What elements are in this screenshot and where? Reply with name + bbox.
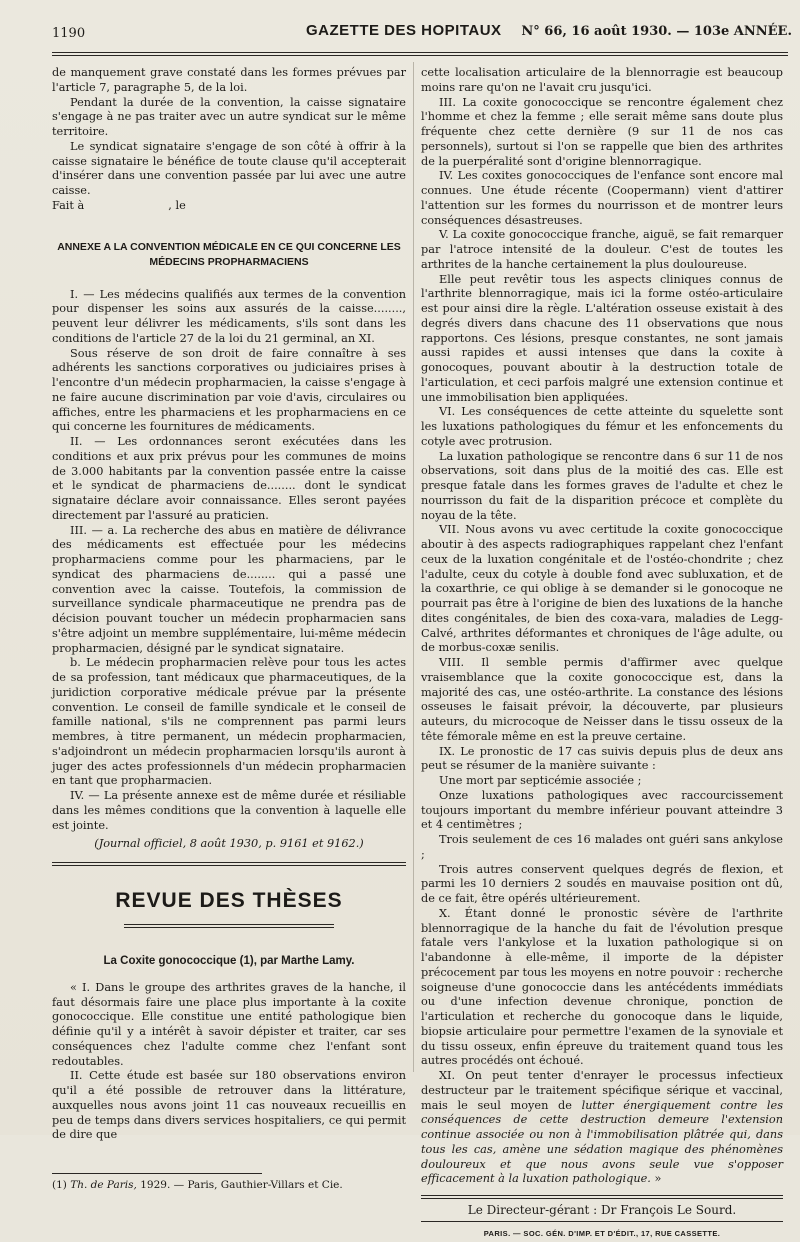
annex-heading: ANNEXE A LA CONVENTION MÉDICALE EN CE QUI CONCERNE LES MÉDECINS PROPHARMACIENS [57,240,401,268]
paragraph: Le syndicat signataire s'engage de son côté à offrir à la caisse signataire le bénéfice de toute clause qu'il accepterait d'insérer dans une convention passée par lui avec une autre caisse. [52,139,406,197]
journal-title: GAZETTE DES HOPITAUX [306,22,502,39]
thesis-paragraph: Une mort par septicémie associée ; [439,774,642,787]
thesis-paragraph: VIII. Il semble permis d'affirmer avec quelque vraisemblance que la coxite gonococcique est, dans la majorité des cas, une ostéo-arthrite. La constance des lésions osseuses le faisait prévoir, la découverte, par plusieurs auteurs, du microcoque de Neisser dans le tissu osseux de la tête fémorale même en est la preuve certaine. [421,656,783,743]
thesis-paragraph: II. Cette étude est basée sur 180 observations environ qu'il a été possible de retrouver dans la littérature, auxquelles nous avons joint 11 cas nouveaux recueillis en peu de temps dans divers services hospitaliers, ce qui permit de dire que [52,1069,406,1142]
thesis-paragraph: IV. Les coxites gonococciques de l'enfance sont encore mal connues. Une étude récente (Coopermann) vient d'attirer l'attention sur les formes du nourrisson et de montrer leurs conséquences désastreuses. [421,169,783,227]
page-header [52,22,792,46]
footnote-reference: Th. de Paris, [70,1179,137,1191]
thesis-paragraph: VII. Nous avons vu avec certitude la coxite gonococcique aboutir à des aspects radiographiques rappelant chez l'enfant ceux de la luxation congénitale et de l'ostéo-chondrite ; chez l'adulte, ceux du cotyle à double fond avec subluxation, et de la coxarthrie, ce qui oblige à se demander si le gonocoque ne pourrait pas être à l'origine de bien des luxations de la hanche dites congénitales, de bien des coxa-vara, maladies de Legg-Calvé, arthrites déformantes et chroniques de l'âge adulte, ou de morbus-coxæ senilis. [421,523,783,655]
thesis-paragraph: La luxation pathologique se rencontre dans 6 sur 11 de nos observations, soit dans plus de la moitié des cas. Elle est presque fatale dans les formes graves de l'adulte et chez le nourrisson du fait de la disparition précoce et complète du noyau de la tête. [421,449,783,522]
thesis-paragraph: X. Étant donné le pronostic sévère de l'arthrite blennorragique de la hanche du fait de l'évolution presque fatale vers l'ankylose et la luxation pathologique si on l'abandonne à elle-même, il importe de la dépister précocement par tous les moyens en notre pouvoir : recherche soigneuse d'une gonococcie dans les antécédents immédiats ou d'une infection devenue chronique, ponction de l'articulation et recherche du gonocoque dans le liquide, biopsie articulaire pour permettre l'examen de la synoviale et du tissu osseux, enfin épreuve du traitement quand tous les autres procédés ont échoué. [421,906,783,1068]
left-column [52,66,406,1193]
thesis-paragraph: cette localisation articulaire de la blennorragie est beaucoup moins rare qu'on ne l'avait cru jusqu'ici. [421,66,783,94]
thesis-text: XI. On peut tenter d'enrayer le processus infectieux destructeur par le traitement spécifique sérique et vaccinal, mais le seul moyen de [421,1069,783,1112]
annex-article: b. Le médecin propharmacien relève pour tous les actes de sa profession, tant médicaux que pharmaceutiques, de la juridiction corporative médicale prévue par la présente convention. Le conseil de famille syndicale et le conseil de famille national, s'ils ne comprennent pas parmi leurs membres, à titre permanent, un médecin propharmacien, s'adjoindront un médecin propharmacien lorsqu'ils auront à juger des actes professionnels d'un médecin propharmacien en tant que propharmacien. [52,656,406,788]
printer-imprint: PARIS. — SOC. GÉN. D'IMP. ET D'ÉDIT., 17, RUE CASSETTE. [483,1228,721,1238]
thesis-paragraph: Elle peut revêtir tous les aspects cliniques connus de l'arthrite blennorragique, mais ici la forme ostéo-articulaire est pour ainsi dire la règle. L'altération osseuse existait à des degrés divers dans chacune des 11 observations que nous rapportons. Ces lésions, presque constantes, ne sont jamais aussi rapides et aussi intenses que dans la coxite à gonocoques, pouvant aboutir à la destruction totale de l'articulation, et ceci parfois malgré une extension continue et une immobilisation bien appliquées. [421,272,783,404]
article-title: La Coxite gonococcique (1), par Marthe Lamy. [103,955,355,967]
header-rule-secondary [52,55,788,56]
annex-article: III. — a. La recherche des abus en matière de délivrance des médicaments est effectuée pour les médecins propharmaciens comme pour les pharmaciens, par le syndicat des pharmaciens de........ qui a passé une convention avec la caisse. Toutefois, la commission de surveillance syndicale pharmaceutique ne prendra pas de décision pouvant toucher un médecin propharmacien sans s'être adjoint un membre supplémentaire, lui-même médecin propharmacien, désigné par le syndicat signataire. [52,523,406,655]
footnote [52,1178,406,1193]
thesis-paragraph: Trois autres conservent quelques degrés de flexion, et parmi les 10 derniers 2 soudés en mauvaise position ont dû, de ce fait, être opérés ultérieurement. [421,862,783,905]
source-citation: (Journal officiel, 8 août 1930, p. 9161 et 9162.) [94,837,364,851]
thesis-italic-text: lutter énergiquement contre les conséquences de cette destruction demeure l'extension continue associée ou non à l'immobilisation plâtrée qui, dans tous les cas, amène une sédation magique des phénomènes douloureux et que nous avons seule vue s'opposer efficacement à la luxation pathologique. [421,1098,784,1186]
director-line: Le Directeur-gérant : Dr François Le Sourd. [467,1203,737,1217]
thesis-paragraph [421,1069,783,1187]
section-rule [52,862,406,866]
footnote-text: 1929. — Paris, Gauthier-Villars et Cie. [140,1179,343,1191]
footnote-rule [52,1173,262,1174]
annex-article: II. — Les ordonnances seront exécutées dans les conditions et aux prix prévus pour les communes de moins de 3.000 habitants par la convention passée entre la caisse et le syndicat de pharmaciens de........ dont le syndicat signataire déclare avoir connaissance. Elles seront payées directement par l'assuré au praticien. [52,435,406,522]
signature-line [52,199,406,214]
thesis-paragraph: V. La coxite gonococcique franche, aiguë, se fait remarquer par l'atroce intensité de la douleur. C'est de toutes les arthrites de la hanche certainement la plus douloureuse. [421,228,783,271]
right-column [421,66,783,1242]
closing-rule [421,1195,783,1199]
page-number: 1190 [52,26,86,41]
paragraph: Pendant la durée de la convention, la caisse signataire s'engage à ne pas traiter avec un autre syndicat sur le même territoire. [52,95,406,138]
thesis-paragraph: IX. Le pronostic de 17 cas suivis depuis plus de deux ans peut se résumer de la manière suivante : [421,744,783,773]
annex-article: Sous réserve de son droit de faire connaître à ses adhérents les sanctions corporatives ou judiciaires prises à l'encontre d'un médecin propharmacien, la caisse s'engage à ne faire aucune discrimination par voie d'avis, circulaires ou affiches, entre les pharmaciens et les propharmaciens en ce qui concerne les fournitures de médicaments. [52,346,406,434]
imprint-rule [421,1221,783,1222]
section-rule [124,924,334,928]
header-rule [52,52,788,53]
closing-quote: » [650,1172,662,1186]
footnote-number: (1) [52,1179,67,1191]
section-title: REVUE DES THÈSES [115,889,343,912]
thesis-paragraph: Trois seulement de ces 16 malades ont guéri sans ankylose ; [421,833,783,861]
sign-place: Fait à [52,198,85,212]
thesis-paragraph: Onze luxations pathologiques avec raccourcissement toujours important du membre inférieur pouvant atteindre 3 et 4 centimètres ; [421,788,783,832]
thesis-paragraph: III. La coxite gonococcique se rencontre également chez l'homme et chez la femme ; elle serait même sans doute plus fréquente chez cette dernière (9 sur 11 de nos cas personnels), surtout si l'on se rappelle que bien des arthrites de la puerpéralité sont d'origine blennorragique. [421,95,783,168]
column-divider [413,62,414,1072]
paragraph: de manquement grave constaté dans les formes prévues par l'article 7, paragraphe 5, de la loi. [52,66,406,94]
issue-info: N° 66, 16 août 1930. — 103e ANNÉE. [521,24,792,39]
sign-date: , le [168,198,186,212]
thesis-paragraph: VI. Les conséquences de cette atteinte du squelette sont les luxations pathologiques du fémur et les enfoncements du cotyle avec protrusion. [421,405,783,448]
annex-article: IV. — La présente annexe est de même durée et résiliable dans les mêmes conditions que la convention à laquelle elle est jointe. [52,789,406,832]
thesis-paragraph: « I. Dans le groupe des arthrites graves de la hanche, il faut désormais faire une place plus importante à la coxite gonococcique. Elle constitue une entité pathologique bien définie qu'il y a intérêt à savoir dépister et traiter, car ses conséquences chez l'adulte comme chez l'enfant sont redoutables. [52,980,406,1068]
annex-article: I. — Les médecins qualifiés aux termes de la convention pour dispenser les soins aux assurés de la caisse........, peuvent leur délivrer les médicaments, s'ils sont dans les conditions de l'article 27 de la loi du 21 germinal, an XI. [52,287,406,345]
